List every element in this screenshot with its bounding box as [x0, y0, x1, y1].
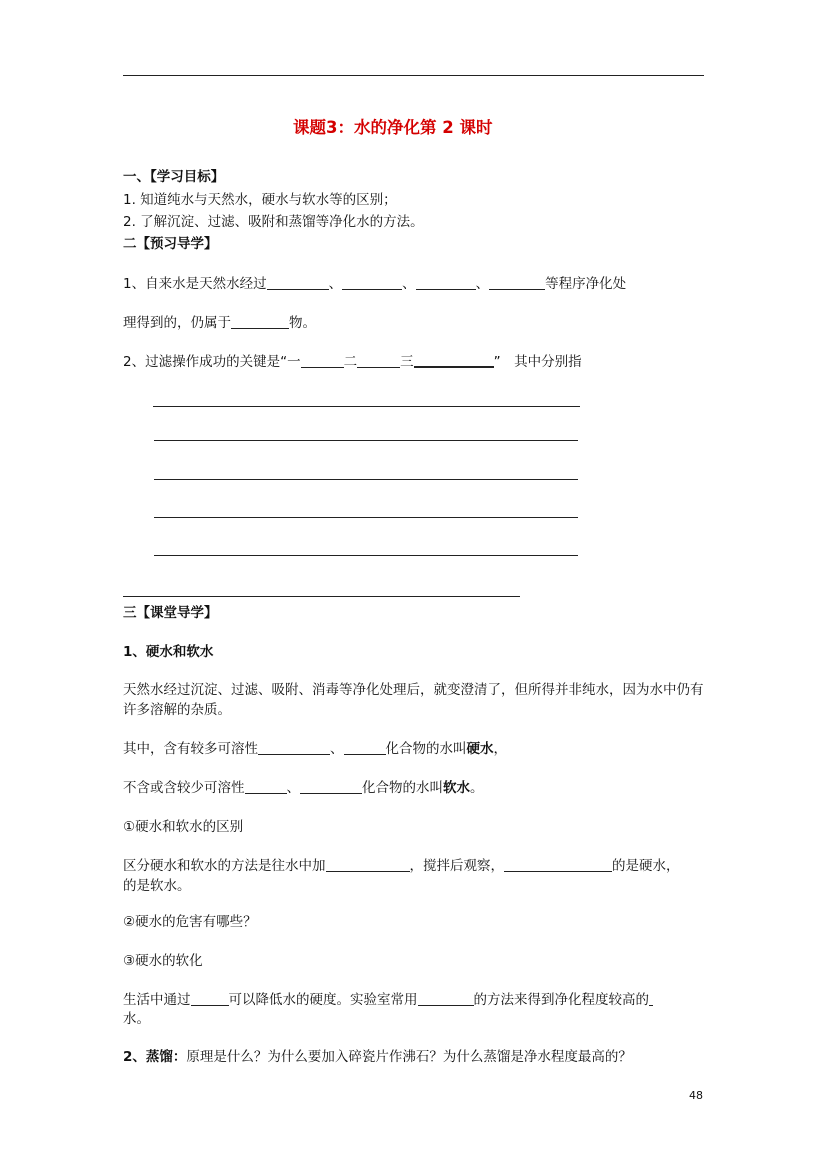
distinguish-line-1	[123, 854, 680, 874]
section-1-heading: 一、【学习目标】	[123, 169, 225, 185]
page-number: 48	[689, 1089, 703, 1102]
p2-end: ，	[493, 741, 507, 757]
question-1-line-2	[123, 311, 316, 331]
hard-water-definition	[123, 737, 507, 757]
distillation-heading: 2、蒸馏：	[123, 1049, 187, 1065]
separator: 、	[330, 741, 344, 757]
answer-blank[interactable]	[231, 314, 289, 329]
answer-blank[interactable]	[344, 740, 386, 755]
p5-text-b: 可以降低水的硬度。实验室常用	[228, 992, 418, 1008]
answer-line[interactable]	[154, 517, 578, 518]
answer-line[interactable]	[154, 555, 578, 556]
p3-text-a: 不含或含较少可溶性	[123, 780, 245, 796]
answer-blank[interactable]	[245, 779, 287, 794]
separator: 、	[402, 276, 416, 292]
hard-water-term: 硬水	[466, 741, 494, 757]
p4-text-a: 区分硬水和软水的方法是往水中加	[123, 858, 326, 874]
q1-text-a: 1、自来水是天然水经过	[123, 276, 267, 292]
answer-blank[interactable]	[357, 353, 400, 368]
goal-1: 1. 知道纯水与天然水，硬水与软水等的区别；	[123, 192, 397, 208]
soft-water-term: 软水	[443, 780, 470, 796]
answer-line[interactable]	[153, 406, 580, 407]
answer-line[interactable]	[154, 440, 578, 441]
q1-text-b: 等程序净化处	[545, 276, 627, 292]
answer-blank[interactable]	[489, 275, 545, 290]
header-rule	[123, 75, 704, 76]
separator: 、	[286, 780, 300, 796]
goal-2: 2. 了解沉淀、过滤、吸附和蒸馏等净化水的方法。	[123, 214, 424, 230]
answer-blank[interactable]	[649, 991, 653, 1006]
subheading-softening: ③硬水的软化	[123, 953, 203, 969]
section-3-heading: 三【课堂导学】	[123, 605, 218, 621]
section-2-heading: 二【预习导学】	[123, 236, 218, 252]
paragraph-natural-water: 天然水经过沉淀、过滤、吸附、消毒等净化处理后，就变澄清了，但所得并非纯水，因为水中仍有许多溶解的杂质。	[123, 682, 704, 718]
question-1-line-1	[123, 272, 626, 292]
answer-blank[interactable]	[416, 275, 476, 290]
answer-blank[interactable]	[258, 740, 330, 755]
answer-blank[interactable]	[342, 275, 402, 290]
distillation-question	[123, 1045, 632, 1065]
distillation-text: 原理是什么？为什么要加入碎瓷片作沸石？为什么蒸馏是净水程度最高的？	[186, 1049, 632, 1065]
soft-water-definition	[123, 776, 484, 796]
separator: 、	[475, 276, 490, 292]
p5-text-a: 生活中通过	[123, 992, 191, 1008]
p4-text-b: ，搅拌后观察，	[409, 858, 504, 874]
question-2	[123, 350, 582, 370]
answer-blank[interactable]	[191, 991, 229, 1006]
answer-blank[interactable]	[267, 275, 329, 290]
q1-text-d: 物。	[289, 315, 316, 331]
answer-blank[interactable]	[300, 779, 362, 794]
subheading-hazards: ②硬水的危害有哪些？	[123, 914, 257, 930]
p3-text-b: 化合物的水叫	[362, 780, 443, 796]
answer-line[interactable]	[123, 596, 520, 597]
q2-two: 二	[343, 354, 358, 370]
p3-end: 。	[470, 780, 484, 796]
p4-text-c: 的是硬水，	[612, 858, 680, 874]
page-title: 课题3：水的净化第 2 课时	[293, 118, 493, 137]
answer-blank[interactable]	[418, 991, 474, 1006]
answer-blank[interactable]	[414, 352, 494, 368]
q1-text-c: 理得到的，仍属于	[123, 315, 231, 331]
answer-blank[interactable]	[504, 857, 612, 872]
softening-line-1	[123, 988, 653, 1008]
subheading-distinguish: ①硬水和软水的区别	[123, 819, 244, 835]
p5-text-c: 的方法来得到净化程度较高的	[473, 992, 649, 1008]
answer-blank[interactable]	[301, 353, 344, 368]
p2-text-b: 化合物的水叫	[385, 741, 467, 757]
answer-blank[interactable]	[326, 857, 410, 872]
separator: 、	[328, 276, 343, 292]
q2-text-a: 2、过滤操作成功的关键是“一	[123, 354, 301, 370]
q2-text-end: ” 其中分别指	[493, 354, 582, 370]
softening-line-2: 水。	[123, 1011, 150, 1027]
q2-three: 三	[400, 354, 414, 370]
distinguish-line-2: 的是软水。	[123, 878, 191, 894]
p2-text-a: 其中，含有较多可溶性	[123, 741, 258, 757]
hard-soft-heading: 1、硬水和软水	[123, 644, 214, 660]
answer-line[interactable]	[154, 479, 578, 480]
